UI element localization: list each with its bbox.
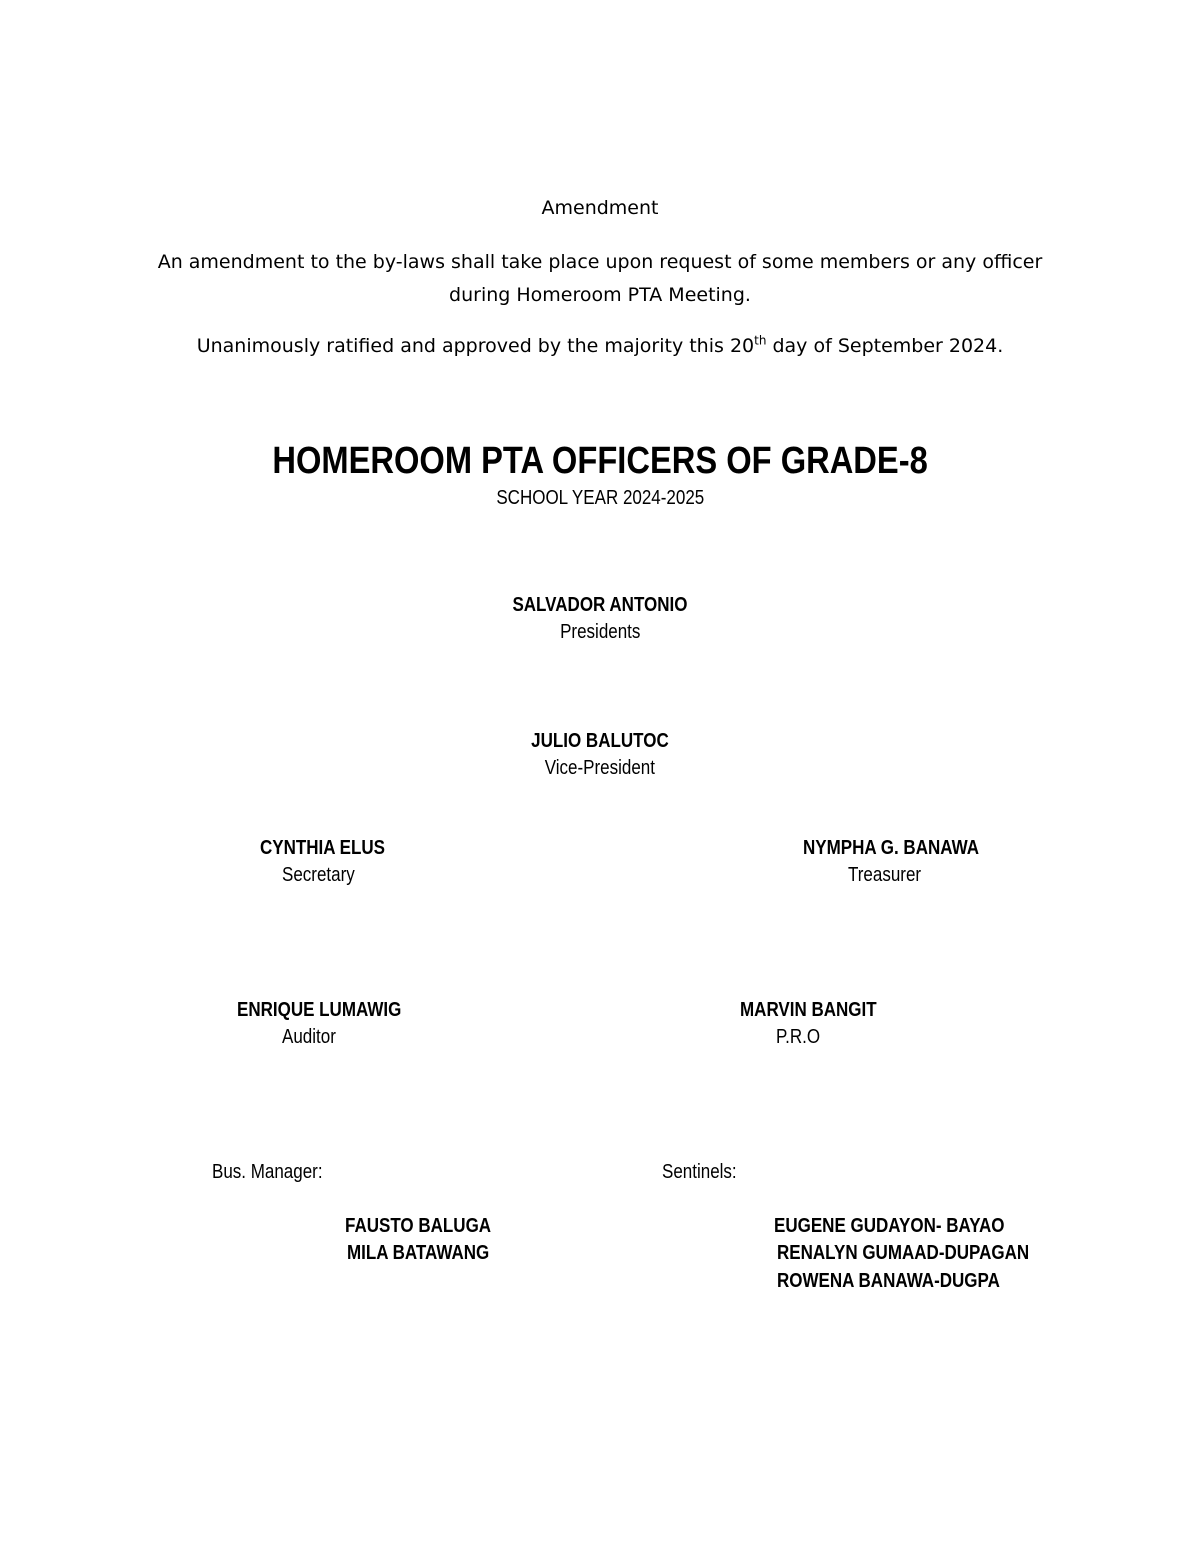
sentinel-name-3: ROWENA BANAWA-DUGPA	[777, 1270, 1000, 1292]
sentinel-name-1: EUGENE GUDAYON- BAYAO	[774, 1215, 1005, 1237]
sentinels-label: Sentinels:	[662, 1161, 737, 1183]
secretary-name: CYNTHIA ELUS	[260, 837, 385, 859]
sentinel-name-2: RENALYN GUMAAD-DUPAGAN	[777, 1242, 1030, 1264]
vice-president-name: JULIO BALUTOC	[531, 730, 669, 752]
treasurer-name: NYMPHA G. BANAWA	[803, 837, 979, 859]
vice-president-role: Vice-President	[544, 757, 656, 779]
auditor-role: Auditor	[282, 1026, 336, 1048]
amendment-text-line1: An amendment to the by-laws shall take place upon request of some members or any officer	[157, 251, 1043, 273]
pro-name: MARVIN BANGIT	[740, 999, 877, 1021]
auditor-name: ENRIQUE LUMAWIG	[237, 999, 402, 1021]
president-name: SALVADOR ANTONIO	[512, 594, 688, 616]
officers-title-text: HOMEROOM PTA OFFICERS OF GRADE-8	[272, 440, 928, 482]
treasurer-role: Treasurer	[848, 864, 922, 886]
ratification-prefix: Unanimously ratified and approved by the majority this 20	[196, 335, 755, 357]
ratification-suffix: day of September 2024.	[766, 335, 1004, 357]
bus-manager-name-1: FAUSTO BALUGA	[345, 1215, 492, 1237]
bus-manager-name-2: MILA BATAWANG	[347, 1242, 490, 1264]
bus-manager-label: Bus. Manager:	[212, 1161, 323, 1183]
amendment-text-line2: during Homeroom PTA Meeting.	[449, 284, 751, 306]
president-role: Presidents	[559, 621, 641, 643]
officers-title	[0, 442, 1200, 480]
secretary-role: Secretary	[282, 864, 355, 886]
ratification-statement	[0, 333, 1200, 357]
pro-role: P.R.O	[776, 1026, 821, 1048]
school-year-text: SCHOOL YEAR 2024-2025	[496, 487, 704, 509]
amendment-heading: Amendment	[541, 197, 659, 219]
school-year	[0, 488, 1200, 508]
ratification-superscript: th	[754, 333, 767, 348]
